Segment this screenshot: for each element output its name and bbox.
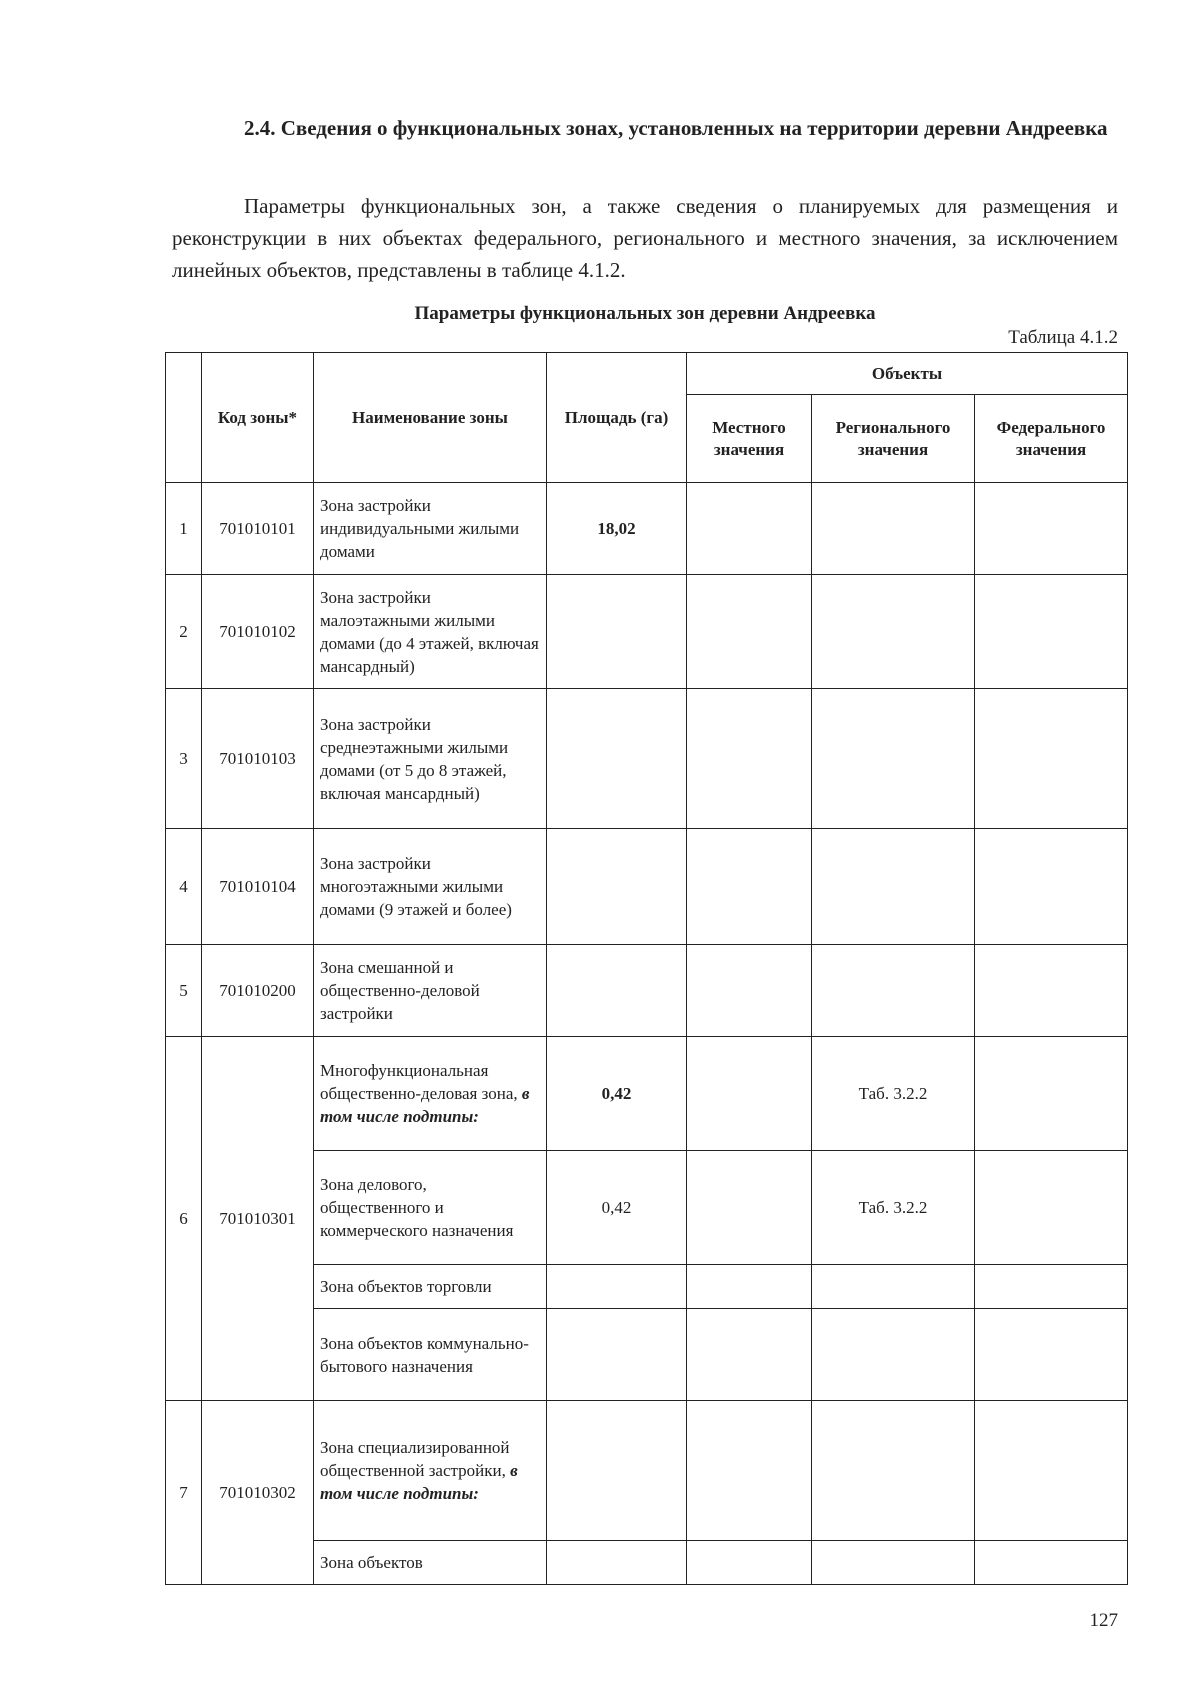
table-row-group7-main [166, 1401, 1128, 1541]
header-area: Площадь (га) [547, 353, 687, 483]
row-number: 3 [166, 689, 202, 829]
local-objects [687, 1541, 812, 1585]
zone-name: Зона объектов [314, 1541, 547, 1585]
federal-objects [975, 945, 1128, 1037]
row-number: 6 [166, 1037, 202, 1401]
federal-objects [975, 1541, 1128, 1585]
section-heading: 2.4. Сведения о функциональных зонах, установленных на территории деревни Андреевка [244, 116, 1108, 140]
zone-name-main: Зона специализированной общественной застройки, [320, 1438, 510, 1480]
zone-area [547, 575, 687, 689]
row-number: 1 [166, 483, 202, 575]
zone-name-subtypes: в том числе подтипы: [320, 1461, 518, 1503]
table-row [166, 829, 1128, 945]
header-name: Наименование зоны [314, 353, 547, 483]
zone-area [547, 1265, 687, 1309]
local-objects [687, 945, 812, 1037]
zone-code: 701010103 [202, 689, 314, 829]
federal-objects [975, 1401, 1128, 1541]
zone-code: 701010101 [202, 483, 314, 575]
zone-area [547, 945, 687, 1037]
regional-objects [812, 829, 975, 945]
regional-objects [812, 575, 975, 689]
zone-name: Зона объектов торговли [314, 1265, 547, 1309]
federal-objects [975, 575, 1128, 689]
row-number: 2 [166, 575, 202, 689]
row-number: 5 [166, 945, 202, 1037]
row-number: 4 [166, 829, 202, 945]
table-row [166, 483, 1128, 575]
local-objects [687, 1037, 812, 1151]
federal-objects [975, 1151, 1128, 1265]
local-objects [687, 689, 812, 829]
zone-name [314, 1037, 547, 1151]
federal-objects [975, 689, 1128, 829]
header-local: Местного значения [687, 395, 812, 483]
zone-area: 18,02 [547, 483, 687, 575]
zone-name [314, 1401, 547, 1541]
header-code: Код зоны* [202, 353, 314, 483]
intro-paragraph: Параметры функциональных зон, а также сведения о планируемых для размещения и реконструкции в них объектах федерального, регионального и местного значения, за исключением линейных объектов, представлены в таблице 4.1.2. [172, 194, 1118, 282]
regional-objects [812, 689, 975, 829]
regional-objects: Таб. 3.2.2 [812, 1151, 975, 1265]
zones-table [165, 352, 1128, 1585]
regional-objects [812, 1309, 975, 1401]
table-caption: Параметры функциональных зон деревни Андреевка [414, 303, 876, 324]
regional-objects [812, 945, 975, 1037]
zone-code: 701010102 [202, 575, 314, 689]
zone-name: Зона смешанной и общественно-деловой застройки [314, 945, 547, 1037]
zone-area [547, 1309, 687, 1401]
zone-name-subtypes: в том числе подтипы: [320, 1084, 530, 1126]
row-number: 7 [166, 1401, 202, 1585]
page-number: 127 [1089, 1610, 1118, 1631]
zone-name: Зона застройки малоэтажными жилыми домами (до 4 этажей, включая мансардный) [314, 575, 547, 689]
federal-objects [975, 1309, 1128, 1401]
table-number: Таблица 4.1.2 [1008, 327, 1118, 348]
regional-objects [812, 1541, 975, 1585]
zone-code: 701010104 [202, 829, 314, 945]
zone-name: Зона застройки индивидуальными жилыми домами [314, 483, 547, 575]
table-row [166, 575, 1128, 689]
table-row [166, 689, 1128, 829]
zone-area: 0,42 [547, 1037, 687, 1151]
zone-name: Зона застройки многоэтажными жилыми домами (9 этажей и более) [314, 829, 547, 945]
regional-objects: Таб. 3.2.2 [812, 1037, 975, 1151]
zone-area: 0,42 [547, 1151, 687, 1265]
zone-area [547, 1401, 687, 1541]
zone-name: Зона делового, общественного и коммерческого назначения [314, 1151, 547, 1265]
table-row [166, 945, 1128, 1037]
regional-objects [812, 1401, 975, 1541]
regional-objects [812, 1265, 975, 1309]
zone-name: Зона объектов коммунально-бытового назначения [314, 1309, 547, 1401]
zone-code: 701010301 [202, 1037, 314, 1401]
local-objects [687, 1151, 812, 1265]
local-objects [687, 483, 812, 575]
header-objects: Объекты [687, 353, 1128, 395]
header-federal: Федерального значения [975, 395, 1128, 483]
header-number [166, 353, 202, 483]
table-row-group6-main [166, 1037, 1128, 1151]
local-objects [687, 1265, 812, 1309]
local-objects [687, 1309, 812, 1401]
federal-objects [975, 829, 1128, 945]
local-objects [687, 829, 812, 945]
zone-area [547, 829, 687, 945]
header-regional: Регионального значения [812, 395, 975, 483]
zone-code: 701010200 [202, 945, 314, 1037]
regional-objects [812, 483, 975, 575]
zone-area [547, 1541, 687, 1585]
local-objects [687, 575, 812, 689]
federal-objects [975, 1265, 1128, 1309]
table-header-row [166, 353, 1128, 395]
federal-objects [975, 1037, 1128, 1151]
federal-objects [975, 483, 1128, 575]
zone-code: 701010302 [202, 1401, 314, 1585]
zone-name: Зона застройки среднеэтажными жилыми домами (от 5 до 8 этажей, включая мансардный) [314, 689, 547, 829]
local-objects [687, 1401, 812, 1541]
zone-name-main: Многофункциональная общественно-деловая зона, [320, 1061, 518, 1103]
zone-area [547, 689, 687, 829]
